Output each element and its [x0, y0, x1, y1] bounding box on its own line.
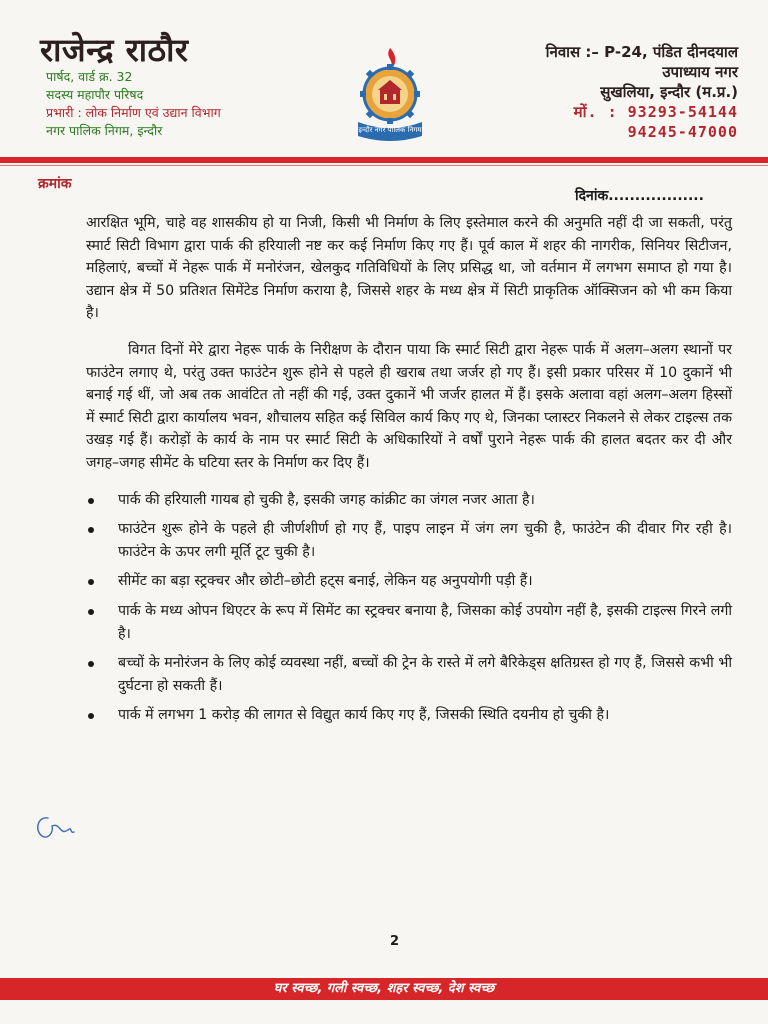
list-item-text: बच्चों के मनोरंजन के लिए कोई व्यवस्था नहीं, बच्चों की ट्रेन के रास्ते में लगे बैरिकेड्स क्षतिग्रस्त हो गए हैं, जिससे कभी भी दुर्घटना हो सकती हैं। — [118, 655, 732, 694]
bullet-icon — [88, 661, 94, 667]
issues-list — [86, 489, 732, 727]
designation-line-1: पार्षद, वार्ड क्र. 32 — [46, 69, 133, 84]
paragraph-1: आरक्षित भूमि, चाहे वह शासकीय हो या निजी, किसी भी निर्माण के लिए इस्तेमाल करने की अनुमति नहीं दी जा सकती, परंतु स्मार्ट सिटी विभाग द्वारा पार्क की हरियाली नष्ट कर कई निर्माण किए गए हैं। पूर्व काल में शहर की नागरीक, सिनियर सिटीजन, महिलाएं, बच्चों में नेहरू पार्क में मनोरंजन, खेलकुद गतिविधियों के लिए प्रसिद्ध था, जो वर्तमान में लगभग समाप्त हो गया है। उद्यान क्षेत्र में 50 प्रतिशत सिमेंटेड निर्माण कराया है, जिससे शहर के मध्य क्षेत्र में सिटी प्राकृतिक ऑक्सिजन को भी कम किया है। — [86, 215, 732, 322]
list-item-text: फाउंटेन शुरू होने के पहले ही जीर्णशीर्ण हो गए हैं, पाइप लाइन में जंग लग चुकी है, फाउंटेन की दीवार गिर रही है। फाउंटेन के ऊपर लगी मूर्ति टूट चुकी है। — [118, 521, 732, 560]
designation-line-2: सदस्य महापौर परिषद — [46, 87, 144, 102]
councillor-name: राजेन्द्र राठौर — [40, 31, 189, 69]
phone-1: मों. : 93293-54144 — [573, 103, 738, 121]
address-line-1: निवास :– P-24, पंडित दीनदयाल — [545, 43, 738, 61]
footer-slogan-bar: घर स्वच्छ, गली स्वच्छ, शहर स्वच्छ, देश स्वच्छ — [0, 978, 768, 1000]
bullet-icon — [88, 527, 94, 533]
reference-number-label: क्रमांक — [38, 176, 72, 192]
bullet-icon — [88, 579, 94, 585]
date-label: दिनांक.................. — [575, 188, 704, 204]
list-item — [86, 652, 732, 697]
designation-block — [46, 68, 221, 140]
list-item — [86, 704, 732, 727]
emblem-caption: इन्दौर नगर पालिक निगम — [358, 126, 422, 134]
designation-line-3: प्रभारी : लोक निर्माण एवं उद्यान विभाग — [46, 105, 221, 120]
address-line-2: उपाध्याय नगर — [662, 63, 738, 81]
list-item-text: पार्क की हरियाली गायब हो चुकी है, इसकी जगह कांक्रीट का जंगल नजर आता है। — [118, 491, 535, 508]
list-item — [86, 518, 732, 563]
header-divider — [0, 157, 768, 163]
header-divider-thin — [0, 165, 768, 166]
list-item — [86, 570, 732, 593]
paragraph-2: विगत दिनों मेरे द्वारा नेहरू पार्क के निरीक्षण के दौरान पाया कि स्मार्ट सिटी द्वारा नेहरू पार्क में अलग–अलग स्थानों पर फाउंटेन लगाए थे, परंतु उक्त फाउंटेन शुरू होने से पहले ही खराब तथा जर्जर हो गए हैं। इसी प्रकार परिसर में 10 दुकानें भी बनाई गई थीं, जो अब तक आवंटित तो नहीं की गई, उक्त दुकानें भी जर्जर हालत में हैं। इसके अलावा वहां अलग–अलग हिस्सों में स्मार्ट सिटी द्वारा कार्यालय भवन, शौचालय सहित कई सिविल कार्य किए गए थे, जिनका प्लास्टर निकलने से लेकर टाइल्स तक उखड़ गई हैं। करोड़ों के कार्य के नाम पर स्मार्ट सिटी के अधिकारियों ने वर्षों पुराने नेहरू पार्क की हालत बदतर कर दी और जगह–जगह सीमेंट के घटिया स्तर के निर्माण कर दिए हैं। — [86, 341, 732, 471]
bullet-icon — [88, 609, 94, 615]
letter-body — [86, 212, 732, 734]
list-item-text: पार्क में लगभग 1 करोड़ की लागत से विद्युत कार्य किए गए हैं, जिसकी स्थिति दयनीय हो चुकी है। — [118, 707, 610, 724]
list-item-text: पार्क के मध्य ओपन थिएटर के रूप में सिमेंट का स्ट्रक्चर बनाया है, जिसका कोई उपयोग नहीं है, इसकी टाइल्स गिरने लगी है। — [118, 602, 732, 642]
list-item-text: सीमेंट का बड़ा स्ट्रक्चर और छोटी–छोटी हट्स बनाई, लेकिन यह अनुपयोगी पड़ी हैं। — [118, 573, 533, 590]
bullet-icon — [88, 713, 94, 719]
page-number: 2 — [390, 934, 400, 949]
list-item — [86, 489, 732, 512]
bullet-icon — [88, 498, 94, 504]
phone-2: 94245-47000 — [627, 123, 738, 141]
handwritten-mark-icon — [30, 808, 76, 848]
designation-line-4: नगर पालिक निगम, इन्दौर — [46, 123, 163, 138]
address-block — [546, 42, 738, 142]
address-line-3: सुखलिया, इन्दौर (म.प्र.) — [600, 83, 738, 101]
list-item — [86, 600, 732, 645]
